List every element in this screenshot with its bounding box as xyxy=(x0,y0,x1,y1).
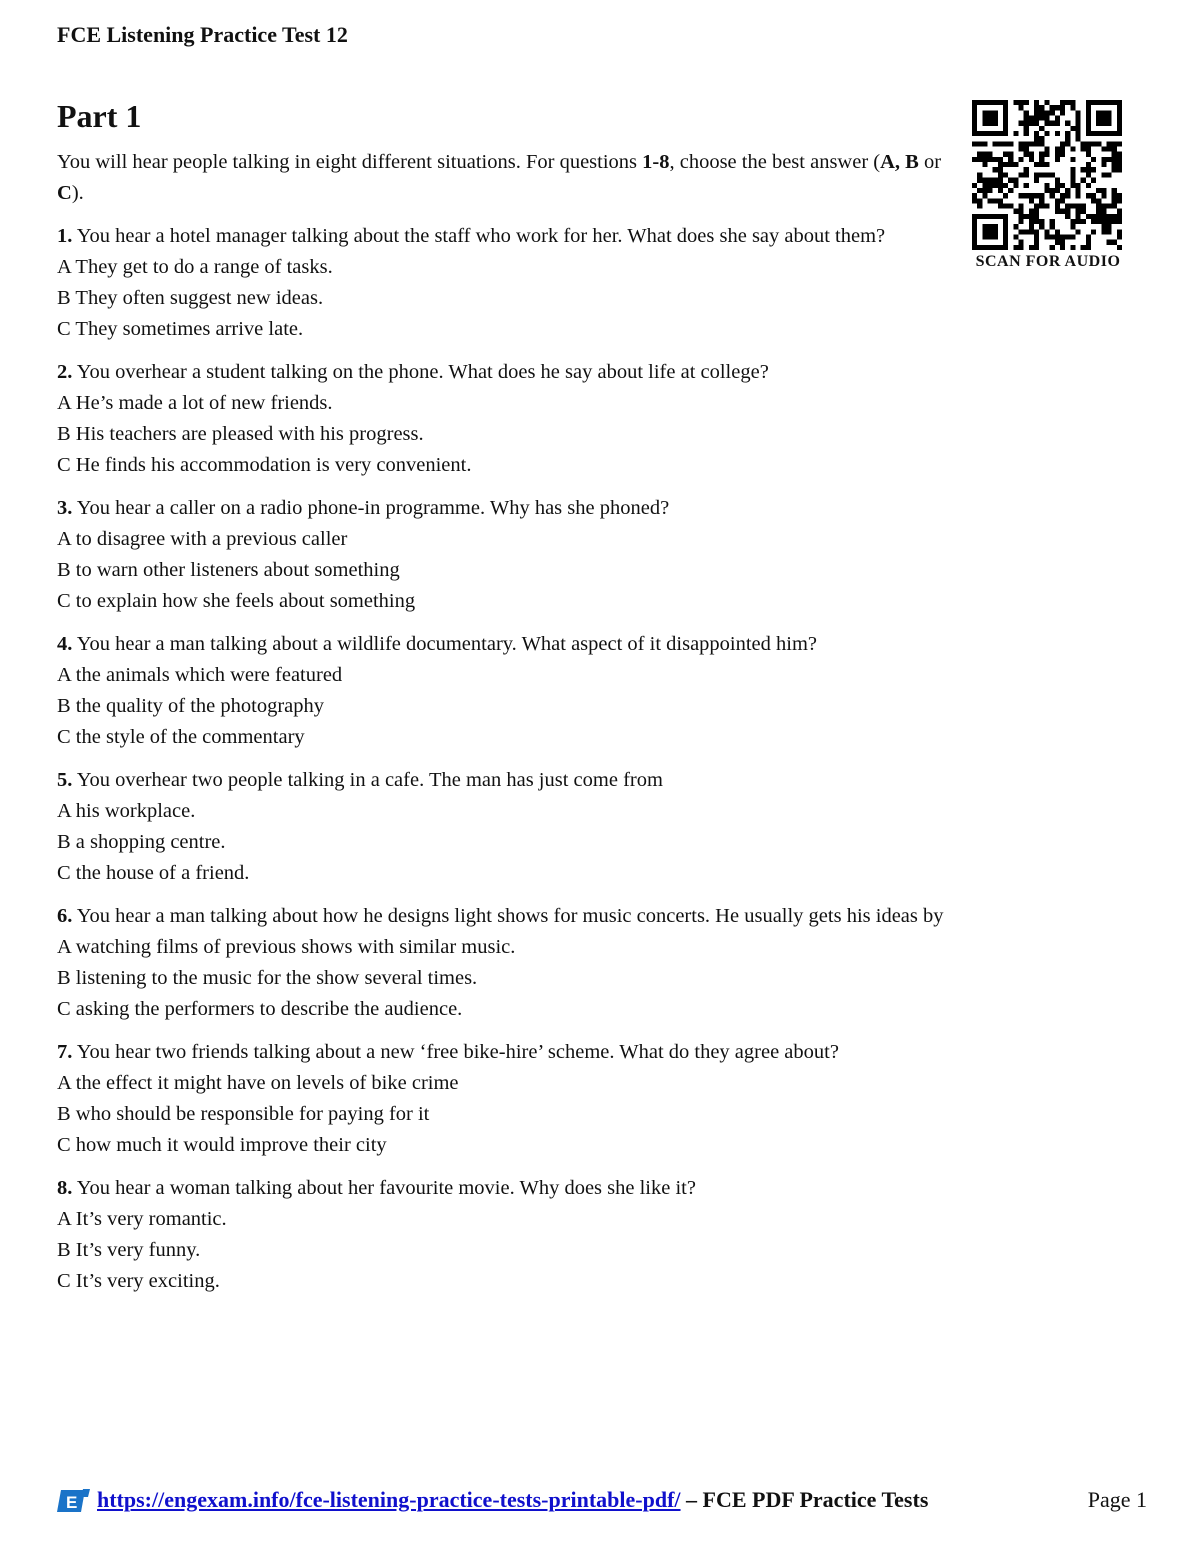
footer-link[interactable]: https://engexam.info/fce-listening-practice-tests-printable-pdf/ xyxy=(97,1487,681,1512)
question-stem xyxy=(57,629,957,660)
instructions-range: 1-8 xyxy=(642,151,670,173)
option-c: C how much it would improve their city xyxy=(57,1134,387,1156)
instructions-options: A, B xyxy=(880,151,919,173)
question-item xyxy=(57,629,957,753)
question-item xyxy=(57,1037,957,1161)
option-a: A He’s made a lot of new friends. xyxy=(57,392,333,414)
question-item xyxy=(57,901,1097,1025)
question-number: 7. xyxy=(57,1041,73,1063)
option-a: A his workplace. xyxy=(57,800,196,822)
option-c: C asking the performers to describe the audience. xyxy=(57,998,463,1020)
question-text: You overhear two people talking in a cafe. The man has just come from xyxy=(72,769,663,791)
option-c: C to explain how she feels about something xyxy=(57,590,416,612)
question-number: 8. xyxy=(57,1177,73,1199)
question-number: 3. xyxy=(57,497,73,519)
engexam-logo-icon xyxy=(57,1487,91,1515)
option-b: B It’s very funny. xyxy=(57,1239,201,1261)
option-b: B a shopping centre. xyxy=(57,831,226,853)
question-item xyxy=(57,1173,957,1297)
part-title: Part 1 xyxy=(57,98,142,134)
question-stem xyxy=(57,765,957,796)
question-stem xyxy=(57,901,1097,932)
instructions-option-c: C xyxy=(57,182,72,204)
instructions xyxy=(57,147,957,209)
question-number: 2. xyxy=(57,361,73,383)
question-number: 6. xyxy=(57,905,73,927)
option-c: C He finds his accommodation is very convenient. xyxy=(57,454,472,476)
qr-block xyxy=(972,100,1127,271)
option-c: C the style of the commentary xyxy=(57,726,305,748)
option-c: C They sometimes arrive late. xyxy=(57,318,304,340)
question-text: You hear two friends talking about a new ‘free bike-hire’ scheme. What do they agree about? xyxy=(72,1041,839,1063)
option-a: A watching films of previous shows with similar music. xyxy=(57,936,516,958)
question-stem xyxy=(57,1037,957,1068)
option-b: B to warn other listeners about something xyxy=(57,559,400,581)
document-header: FCE Listening Practice Test 12 xyxy=(57,22,348,47)
option-b: B the quality of the photography xyxy=(57,695,325,717)
option-a: A the animals which were featured xyxy=(57,664,343,686)
option-b: B They often suggest new ideas. xyxy=(57,287,324,309)
question-number: 1. xyxy=(57,225,73,247)
option-a: A They get to do a range of tasks. xyxy=(57,256,333,278)
question-text: You hear a man talking about a wildlife documentary. What aspect of it disappointed him? xyxy=(72,633,818,655)
qr-caption: SCAN FOR AUDIO xyxy=(975,253,1121,270)
question-item xyxy=(57,765,957,889)
svg-text:E: E xyxy=(66,1493,78,1512)
question-stem xyxy=(57,357,957,388)
question-stem xyxy=(57,221,957,252)
question-text: You overhear a student talking on the phone. What does he say about life at college? xyxy=(72,361,769,383)
question-content xyxy=(57,147,957,1309)
option-a: A the effect it might have on levels of bike crime xyxy=(57,1072,459,1094)
instructions-text-mid: , choose the best answer ( xyxy=(669,151,881,173)
question-stem xyxy=(57,493,957,524)
question-number: 5. xyxy=(57,769,73,791)
instructions-or: or xyxy=(918,151,942,173)
footer-suffix: – FCE PDF Practice Tests xyxy=(680,1487,929,1512)
question-text: You hear a hotel manager talking about the staff who work for her. What does she say about them? xyxy=(72,225,886,247)
question-item xyxy=(57,357,957,481)
instructions-text: You will hear people talking in eight different situations. For questions xyxy=(57,151,643,173)
option-a: A to disagree with a previous caller xyxy=(57,528,348,550)
question-stem xyxy=(57,1173,957,1204)
option-c: C the house of a friend. xyxy=(57,862,250,884)
question-text: You hear a man talking about how he designs light shows for music concerts. He usually gets his ideas by xyxy=(72,905,944,927)
instructions-end: ). xyxy=(71,182,84,204)
footer-text xyxy=(97,1487,928,1513)
question-number: 4. xyxy=(57,633,73,655)
qr-code-icon[interactable] xyxy=(972,100,1122,250)
question-text: You hear a caller on a radio phone-in programme. Why has she phoned? xyxy=(72,497,670,519)
question-item xyxy=(57,221,957,345)
question-text: You hear a woman talking about her favourite movie. Why does she like it? xyxy=(72,1177,696,1199)
page-footer xyxy=(57,1485,1147,1519)
option-b: B listening to the music for the show several times. xyxy=(57,967,478,989)
option-b: B who should be responsible for paying for it xyxy=(57,1103,430,1125)
option-b: B His teachers are pleased with his progress. xyxy=(57,423,424,445)
option-c: C It’s very exciting. xyxy=(57,1270,220,1292)
question-item xyxy=(57,493,957,617)
option-a: A It’s very romantic. xyxy=(57,1208,227,1230)
page-number: Page 1 xyxy=(1087,1487,1147,1512)
